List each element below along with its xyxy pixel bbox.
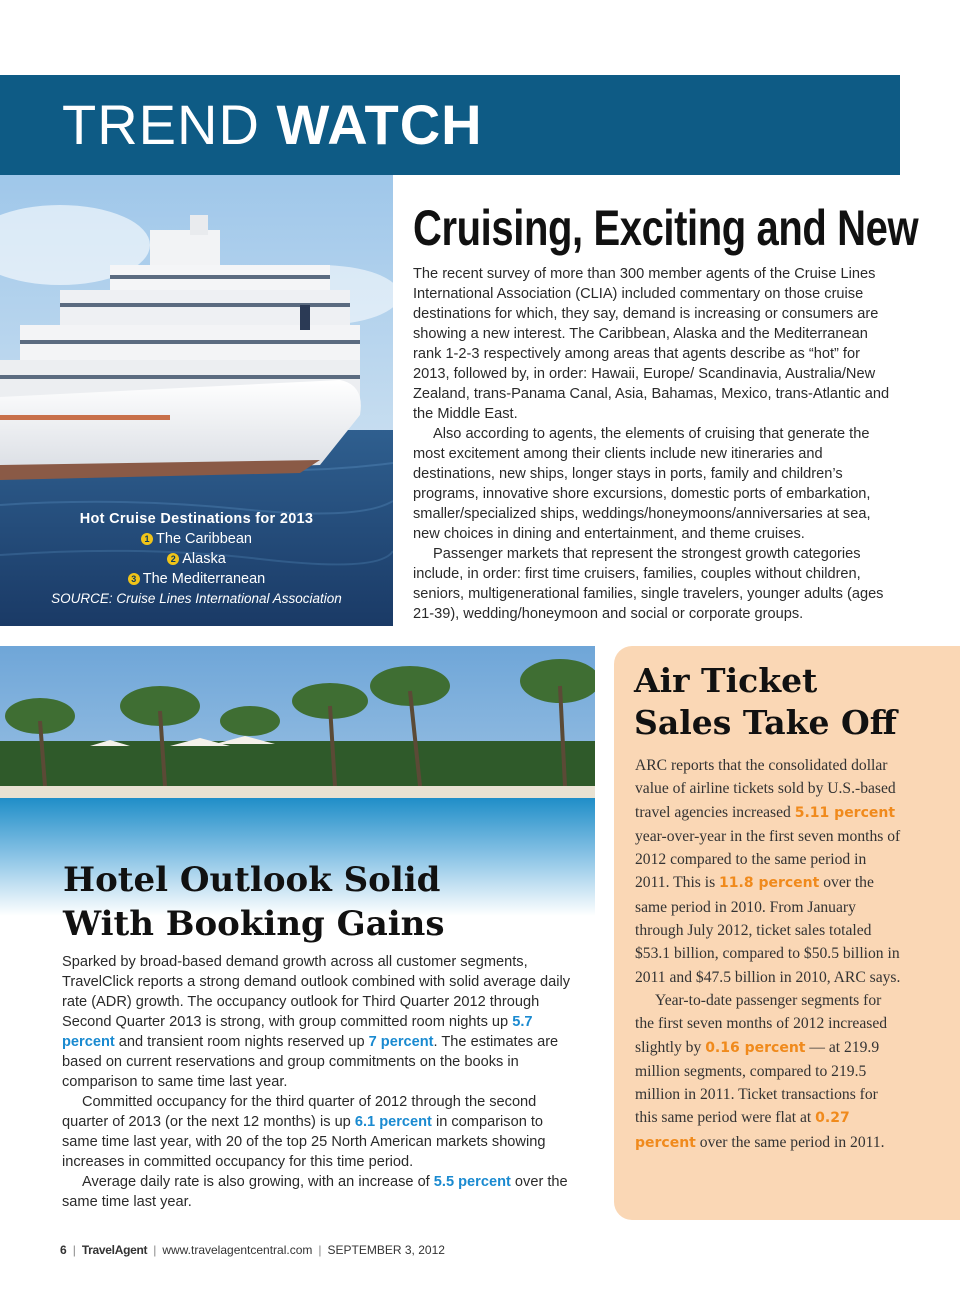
highlight-figure: 5.11 percent — [794, 804, 896, 821]
issue-date: SEPTEMBER 3, 2012 — [327, 1243, 445, 1257]
highlight-figure: 0.16 percent — [705, 1039, 806, 1056]
page-number: 6 — [60, 1243, 67, 1257]
paragraph: Year-to-date passenger segments for the first seven months of 2012 increased slightly by 0.16 percent — at 219.9 million segments, compared to 219.5 million in 2011. Ticket transactions for this same period were flat at 0.27 percent over the same period in 2011. — [635, 991, 888, 1151]
air-headline — [634, 660, 897, 744]
caption-source: SOURCE: Cruise Lines International Association — [51, 591, 342, 606]
cruise-ship-photo — [0, 175, 393, 626]
caption-item-label: The Mediterranean — [142, 571, 266, 587]
highlight-figure: 11.8 percent — [719, 875, 820, 892]
caption-item — [0, 549, 393, 569]
caption-item-label: The Caribbean — [156, 531, 252, 547]
section-title — [62, 93, 483, 157]
caption-item-label: Alaska — [182, 551, 226, 567]
highlight-figure: 7 percent — [368, 1034, 434, 1050]
website-link[interactable]: www.travelagentcentral.com — [162, 1243, 313, 1257]
cruise-headline: Cruising, Exciting and New — [413, 200, 919, 256]
paragraph: Passenger markets that represent the strongest growth categories include, in order: first time cruisers, families, couples without children, seniors, multigenerational families, single travelers, younger adults (ages 21-39), wedding/honeymoon and social or corporate groups. — [413, 546, 884, 622]
highlight-figure: 5.7 percent — [62, 1014, 533, 1050]
highlight-figure: 5.5 percent — [433, 1174, 511, 1190]
hotel-body — [62, 952, 577, 1212]
paragraph: Average daily rate is also growing, with an increase of 5.5 percent over the same time last year. — [62, 1174, 568, 1210]
section-title-light: TREND — [62, 93, 260, 156]
air-headline-line: Sales Take Off — [634, 703, 897, 742]
cruise-article — [413, 196, 919, 624]
number-badge-icon: 2 — [167, 553, 179, 565]
cruise-caption — [0, 509, 393, 609]
page-footer: 6 | TravelAgent | www.travelagentcentral.com | SEPTEMBER 3, 2012 — [60, 1243, 445, 1257]
number-badge-icon: 3 — [128, 573, 140, 585]
paragraph: Also according to agents, the elements of cruising that generate the most excitement among their clients include new itineraries and destinations, new ships, longer stays in ports, family and children’s programs, innovative shore excursions, domestic ports of embarkation, smaller/specialized ships, weddings/honeymoons/anniversaries at sea, new choices in dining and entertainment, and theme cruises. — [413, 426, 871, 542]
hotel-headline-line: Hotel Outlook Solid — [63, 860, 441, 900]
paragraph: The recent survey of more than 300 member agents of the Cruise Lines International Association (CLIA) included commentary on those cruise destinations for which, they say, demand is increasing or consumers are showing a new interest. The Caribbean, Alaska and the Mediterranean rank 1-2-3 respectively among areas that agents describe as “hot” for 2013, followed by, in order: Hawaii, Europe/ Scandinavia, Australia/New Zealand, trans-Panama Canal, Asia, Bahamas, Mexico, trans-Atlantic and the Middle East. — [413, 266, 890, 422]
hotel-headline-line: With Booking Gains — [63, 904, 445, 944]
publication-brand: TravelAgent — [81, 1243, 148, 1257]
section-title-bold: WATCH — [276, 93, 483, 156]
highlight-figure: 6.1 percent — [354, 1114, 432, 1130]
caption-item — [0, 569, 393, 589]
paragraph: Committed occupancy for the third quarter of 2012 through the second quarter of 2013 (or the next 12 months) is up 6.1 percent in comparison to same time last year, with 20 of the top 25 North American markets showing increases in committed occupancy for this time period. — [62, 1094, 546, 1170]
paragraph: ARC reports that the consolidated dollar value of airline tickets sold by U.S.-based travel agencies increased 5.11 percent year-over-year in the first seven months of 2012 compared to the same period in 2011. This is 11.8 percent over the same period in 2010. From January through July 2012, ticket sales totaled $53.1 billion, compared to $50.5 billion in 2011 and $47.5 billion in 2010, ARC says. — [635, 757, 901, 986]
number-badge-icon: 1 — [141, 533, 153, 545]
caption-item — [0, 529, 393, 549]
highlight-figure: 0.27 percent — [635, 1110, 850, 1151]
air-headline-line: Air Ticket — [634, 661, 818, 700]
cruise-body — [413, 264, 898, 624]
caption-title: Hot Cruise Destinations for 2013 — [79, 511, 314, 527]
trend-watch-banner — [0, 75, 900, 175]
paragraph: Sparked by broad-based demand growth across all customer segments, TravelClick reports a strong demand outlook combined with solid average daily rate (ADR) growth. The occupancy outlook for Third Quarter 2012 through Second Quarter 2013 is strong, with group committed room nights up 5.7 percent and transient room nights reserved up 7 percent. The estimates are based on current reservations and group commitments on the books in comparison to same time last year. — [62, 954, 571, 1090]
air-body — [635, 754, 901, 1155]
hotel-headline — [63, 858, 445, 946]
air-ticket-sidebar — [614, 646, 960, 1220]
